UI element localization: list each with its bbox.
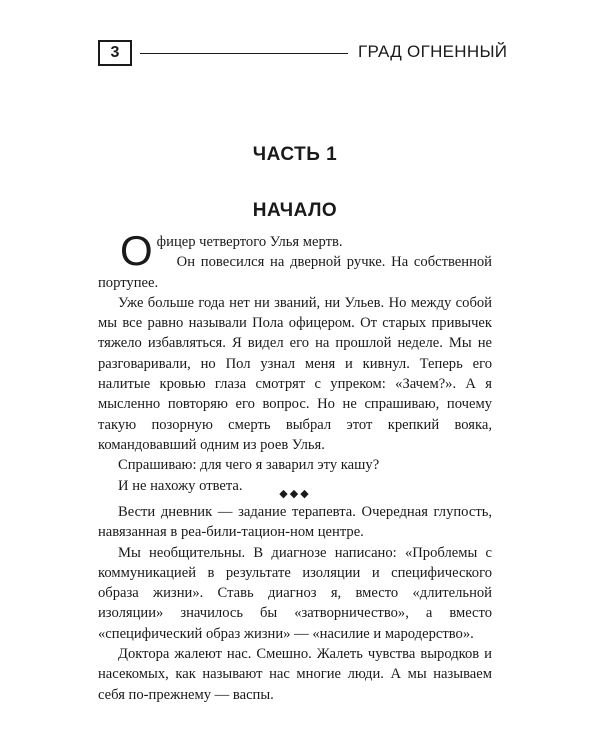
paragraph: Мы необщительны. В диагнозе написано: «Проблемы с коммуникацией в результате изоляции и специфического образа жизни». Ставь диагноз я, вместо «длительной изоляции» значилось бы «затворничество», а вместо «специфический образ жизни» — «насилие и мародерство». bbox=[98, 544, 492, 642]
paragraph: И не нахожу ответа. bbox=[118, 477, 243, 494]
page-number: 3 bbox=[110, 44, 120, 61]
part-title: ЧАСТЬ 1 bbox=[252, 144, 338, 165]
paragraph: Вести дневник — задание терапевта. Очередная глупость, навязанная в реа-били-тацион-ном центре. bbox=[98, 504, 492, 541]
section-1-text bbox=[98, 227, 492, 496]
chapter-title: НАЧАЛО bbox=[252, 200, 338, 221]
paragraph: Спрашиваю: для чего я заварил эту кашу? bbox=[118, 457, 380, 474]
page-number-box bbox=[98, 40, 132, 66]
section-separator: ◆◆◆ bbox=[279, 487, 311, 500]
section-2-text bbox=[98, 502, 492, 705]
first-paragraph-text: фицер четвертого Улья мертв. bbox=[156, 234, 343, 250]
paragraph: Уже больше года нет ни званий, ни Ульев. Но между собой мы все равно называли Пола офицером. От старых привычек тяжело избавляться. Я видел его на прошлой неделе. Мы не разговаривали, но Пол узнал меня и кивнул. Теперь его налитые кровью глаза смотрят с упреком: «Зачем?». А я мысленно повторяю его вопрос. Но не спрашиваю, почему такую позорную смерть выбрал этот крепкий вояка, командовавший одним из роев Улья. bbox=[98, 294, 492, 453]
paragraph: Доктора жалеют нас. Смешно. Жалеть чувства выродков и насекомых, как называют нас многие люди. А мы называем себя по-прежнему — васпы. bbox=[98, 646, 492, 703]
drop-cap: О bbox=[120, 227, 153, 274]
running-title: ГРАД ОГНЕННЫЙ bbox=[358, 42, 508, 61]
header-rule bbox=[140, 53, 348, 54]
paragraph: Он повесился на дверной ручке. На собственной портупее. bbox=[98, 254, 492, 291]
